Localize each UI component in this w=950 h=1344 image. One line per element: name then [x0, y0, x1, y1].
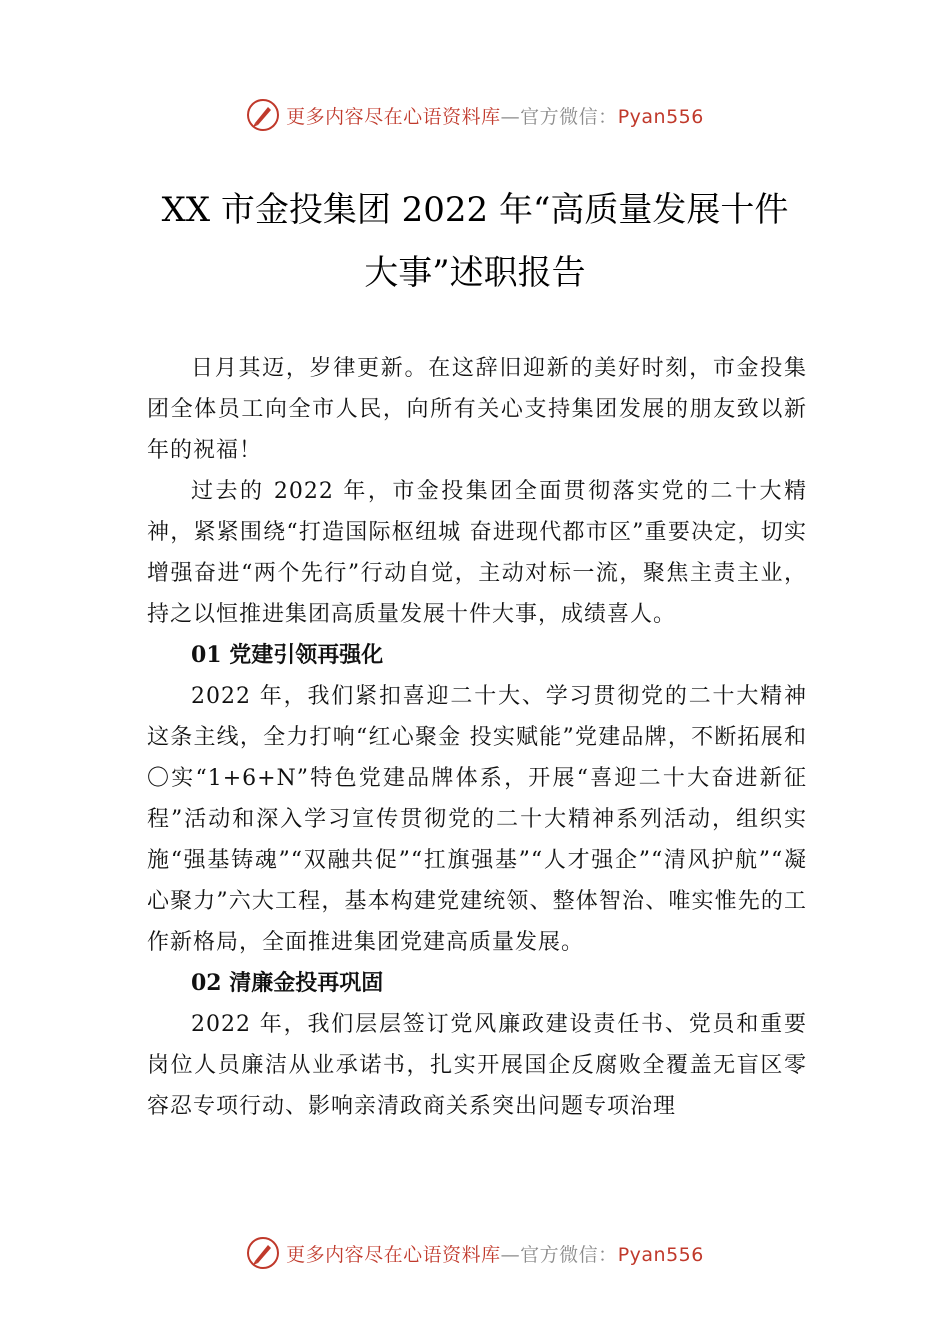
banner-separator: — [500, 105, 521, 128]
section-heading-02: 02 清廉金投再巩固 [191, 970, 384, 996]
banner-wechat-id: Pyan556 [617, 1243, 704, 1266]
paragraph-overview: 过去的 2022 年，市金投集团全面贯彻落实党的二十大精神，紧紧围绕“打造国际枢纽城 奋进现代都市区”重要决定，切实增强奋进“两个先行”行动自觉，主动对标一流，聚焦主责主业，持之以恒推进集团高质量发展十件大事，成绩喜人。 [147, 479, 807, 627]
document-title-line2: 大事”述职报告 [364, 253, 586, 293]
paragraph-integrity: 2022 年，我们层层签订党风廉政建设责任书、党员和重要岗位人员廉洁从业承诺书，扎实开展国企反腐败全覆盖无盲区零容忍专项行动、影响亲清政商关系突出问题专项治理 [147, 1012, 807, 1119]
banner-text [286, 102, 704, 129]
section-heading-01: 01 党建引领再强化 [191, 642, 384, 668]
document-title-line1: XX 市金投集团 2022 年“高质量发展十件 [161, 190, 789, 230]
header-banner [0, 95, 950, 135]
banner-brand: 更多内容尽在心语资料库 [286, 105, 501, 128]
banner-official: 官方微信： [520, 1243, 618, 1266]
document-body [147, 348, 807, 1127]
banner-official: 官方微信： [520, 105, 618, 128]
banner-text [286, 1240, 704, 1267]
banner-wechat-id: Pyan556 [617, 105, 704, 128]
banner-separator: — [500, 1243, 521, 1266]
paragraph-party-building: 2022 年，我们紧扣喜迎二十大、学习贯彻党的二十大精神这条主线，全力打响“红心聚金 投实赋能”党建品牌，不断拓展和〇实“1+6+N”特色党建品牌体系，开展“喜迎二十大奋进新征程”活动和深入学习宣传贯彻党的二十大精神系列活动，组织实施“强基铸魂”“双融共促”“扛旗强基”“人才强企”“清风护航”“凝心聚力”六大工程，基本构建党建统领、整体智治、唯实惟先的工作新格局，全面推进集团党建高质量发展。 [147, 684, 807, 955]
footer-banner [0, 1233, 950, 1273]
banner-brand: 更多内容尽在心语资料库 [286, 1243, 501, 1266]
quill-logo-icon [246, 98, 280, 132]
paragraph-greeting: 日月其迈，岁律更新。在这辞旧迎新的美好时刻，市金投集团全体员工向全市人民，向所有关心支持集团发展的朋友致以新年的祝福！ [147, 356, 807, 463]
quill-logo-icon [246, 1236, 280, 1270]
